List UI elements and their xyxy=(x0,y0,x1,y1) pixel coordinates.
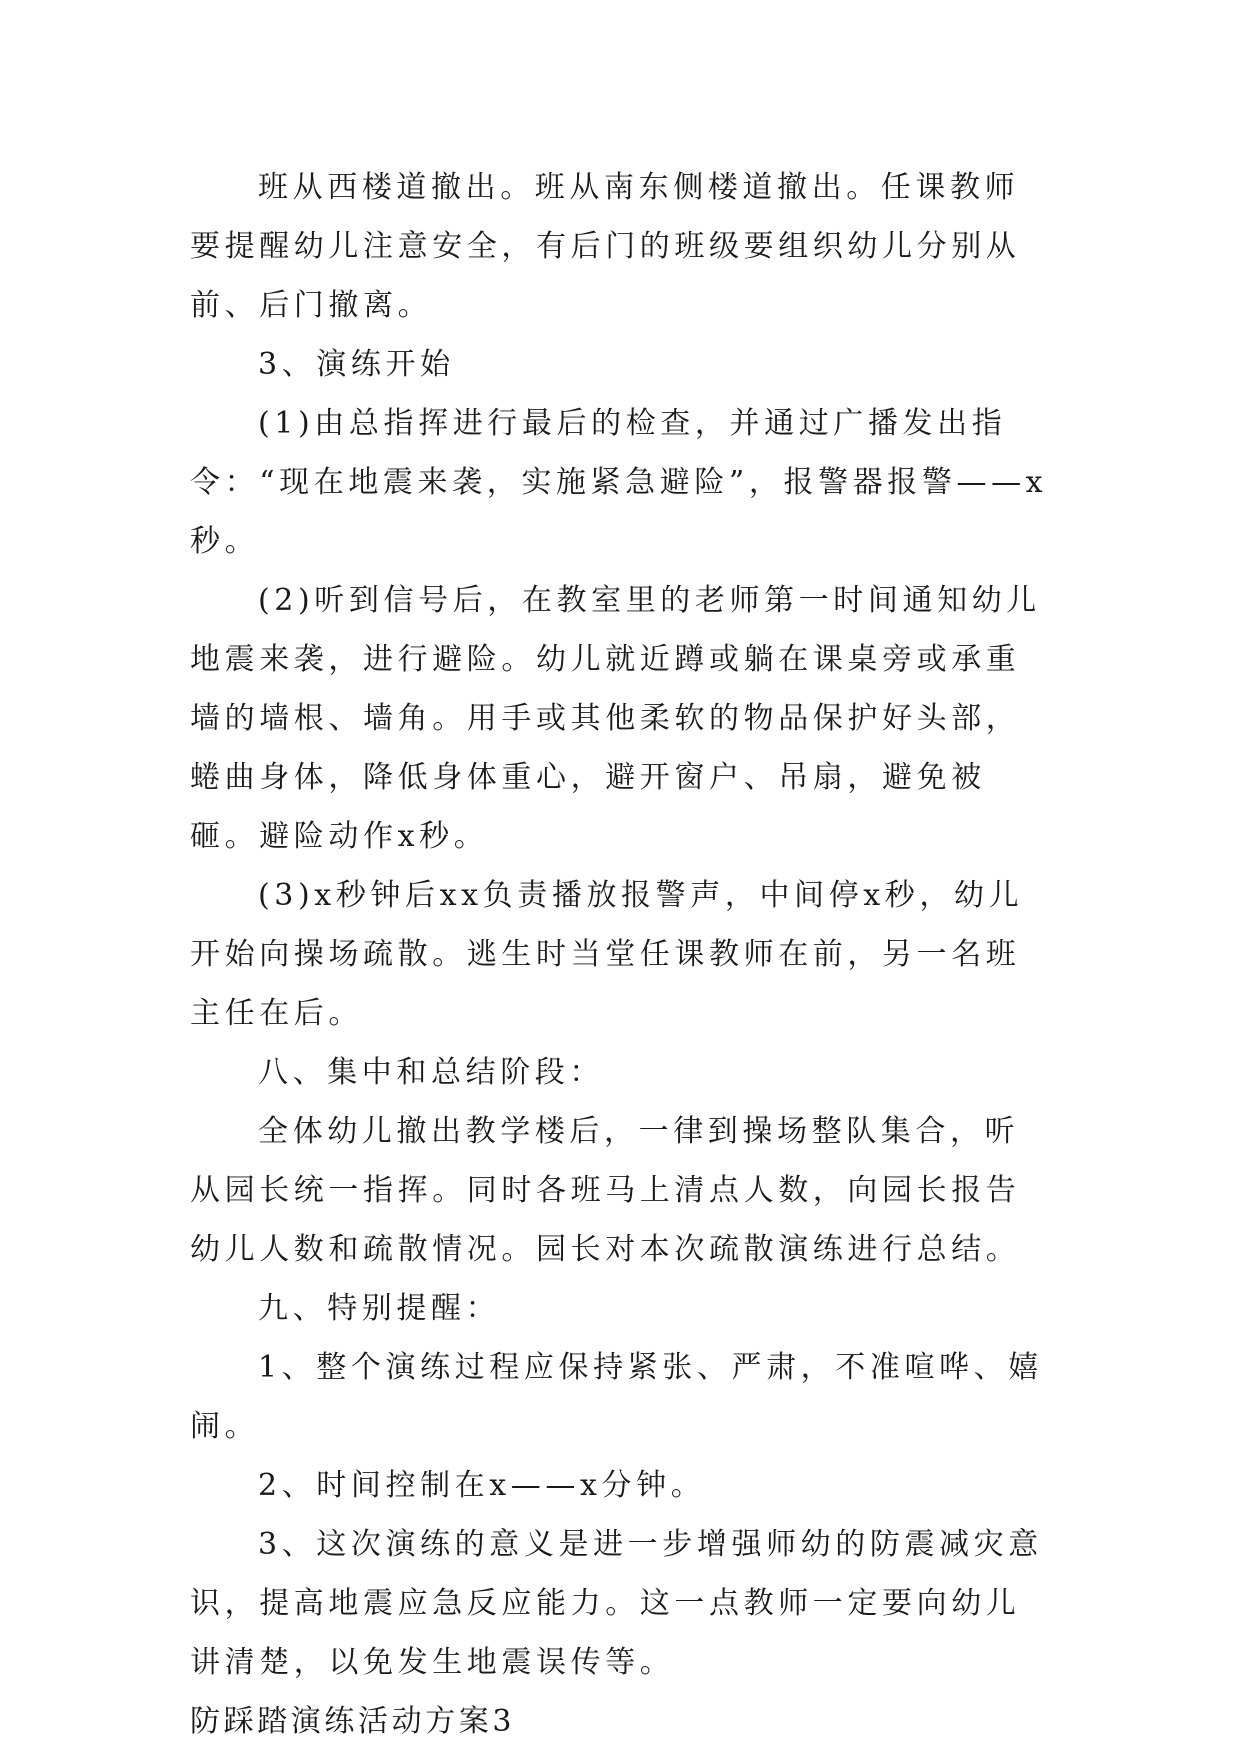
paragraph-step-2: (2)听到信号后，在教室里的老师第一时间通知幼儿地震来袭，进行避险。幼儿就近蹲或躺在课桌旁或承重墙的墙根、墙角。用手或其他柔软的物品保护好头部，蜷曲身体，降低身体重心，避开窗户、吊扇，避免被砸。避险动作x秒。 xyxy=(190,583,1041,854)
heading-drill-start: 3、演练开始 xyxy=(258,347,455,382)
paragraph-reminder-2: 2、时间控制在x——x分钟。 xyxy=(258,1468,706,1503)
heading-section-8: 八、集中和总结阶段： xyxy=(258,1055,604,1090)
heading-section-9: 九、特别提醒： xyxy=(258,1291,501,1326)
paragraph-evacuation-routes: 班从西楼道撤出。班从南东侧楼道撤出。任课教师要提醒幼儿注意安全，有后门的班级要组织幼儿分别从前、后门撤离。 xyxy=(190,170,1021,323)
paragraph-step-3: (3)x秒钟后xx负责播放报警声，中间停x秒，幼儿开始向操场疏散。逃生时当堂任课教师在前，另一名班主任在后。 xyxy=(190,878,1024,1031)
paragraph-gathering: 全体幼儿撤出教学楼后，一律到操场整队集合，听从园长统一指挥。同时各班马上清点人数，向园长报告幼儿人数和疏散情况。园长对本次疏散演练进行总结。 xyxy=(190,1114,1021,1267)
paragraph-reminder-1: 1、整个演练过程应保持紧张、严肃，不准喧哗、嬉闹。 xyxy=(190,1350,1043,1444)
paragraph-step-1: (1)由总指挥进行最后的检查，并通过广播发出指令：“现在地震来袭，实施紧急避险”，报警器报警——x秒。 xyxy=(190,406,1048,559)
document-body xyxy=(190,158,1050,1751)
paragraph-reminder-3: 3、这次演练的意义是进一步增强师幼的防震减灾意识，提高地震应急反应能力。这一点教师一定要向幼儿讲清楚，以免发生地震误传等。 xyxy=(190,1527,1043,1680)
next-document-title: 防踩踏演练活动方案3 xyxy=(190,1704,516,1739)
